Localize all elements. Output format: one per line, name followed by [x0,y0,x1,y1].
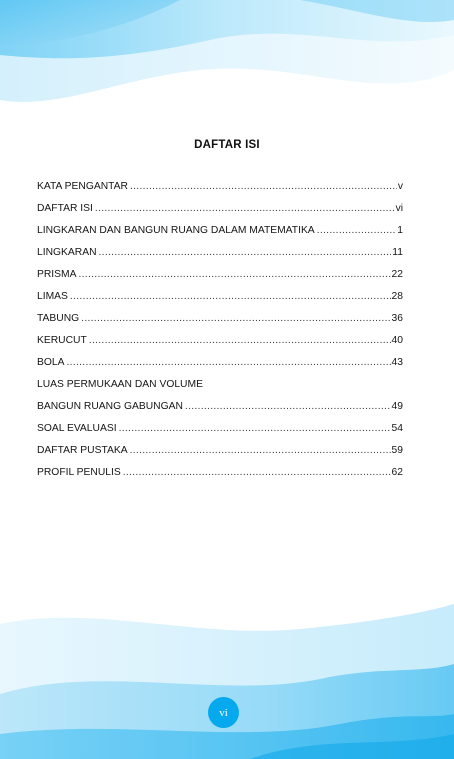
toc-dot-leader [78,264,390,286]
toc-dot-leader [99,242,392,264]
page-number-badge: vi [208,697,239,728]
toc-dot-leader [185,396,391,418]
toc-entry[interactable] [37,462,403,484]
toc-dot-leader [130,176,397,198]
toc-entry-page-number: 59 [391,445,403,456]
toc-entry-label: LINGKARAN DAN BANGUN RUANG DALAM MATEMATIKA [37,225,315,236]
toc-entry[interactable] [37,286,403,308]
toc-entry[interactable] [37,440,403,462]
toc-entry-page-number: 22 [391,269,403,280]
toc-entry-page-number: vi [395,203,403,214]
toc-dot-leader [130,440,391,462]
toc-entry[interactable] [37,220,403,242]
toc-entry[interactable] [37,330,403,352]
toc-entry-label: PRISMA [37,269,77,280]
toc-entry-label: KERUCUT [37,335,87,346]
toc-entry[interactable] [37,264,403,286]
toc-entry-label: BOLA [37,357,65,368]
toc-entry-page-number: 40 [391,335,403,346]
toc-dot-leader [70,286,391,308]
table-of-contents [37,176,403,484]
toc-entry[interactable] [37,176,403,198]
toc-entry[interactable] [37,374,403,396]
toc-entry-page-number: 49 [391,401,403,412]
toc-entry-label: LIMAS [37,291,68,302]
toc-entry-page-number: 43 [391,357,403,368]
toc-entry-label: SOAL EVALUASI [37,423,117,434]
toc-entry[interactable] [37,242,403,264]
toc-entry-page-number: 28 [391,291,403,302]
toc-entry-page-number: 62 [391,467,403,478]
toc-entry[interactable] [37,308,403,330]
toc-entry-label: DAFTAR ISI [37,203,93,214]
toc-entry[interactable] [37,396,403,418]
toc-dot-leader [317,220,397,242]
toc-entry-label: TABUNG [37,313,80,324]
toc-entry[interactable] [37,418,403,440]
toc-entry-label: BANGUN RUANG GABUNGAN [37,401,183,412]
toc-entry-page-number: 1 [397,225,403,236]
top-wave-decoration [0,0,454,130]
bottom-wave-decoration [0,584,454,759]
toc-dot-leader [119,418,391,440]
toc-entry-label: LINGKARAN [37,247,97,258]
toc-entry-page-number: 36 [391,313,403,324]
toc-dot-leader [81,308,390,330]
toc-entry[interactable] [37,352,403,374]
toc-entry-label: KATA PENGANTAR [37,181,128,192]
toc-entry-label: PROFIL PENULIS [37,467,121,478]
page-title: DAFTAR ISI [194,139,260,151]
toc-entry-label: LUAS PERMUKAAN DAN VOLUME [37,379,203,390]
toc-entry-label: DAFTAR PUSTAKA [37,445,128,456]
toc-entry-page-number: 54 [391,423,403,434]
toc-dot-leader [95,198,395,220]
toc-dot-leader [89,330,391,352]
toc-entry-page-number: v [397,181,403,192]
toc-entry-page-number: 11 [392,247,403,258]
toc-dot-leader [66,352,390,374]
toc-entry[interactable] [37,198,403,220]
toc-dot-leader [123,462,391,484]
